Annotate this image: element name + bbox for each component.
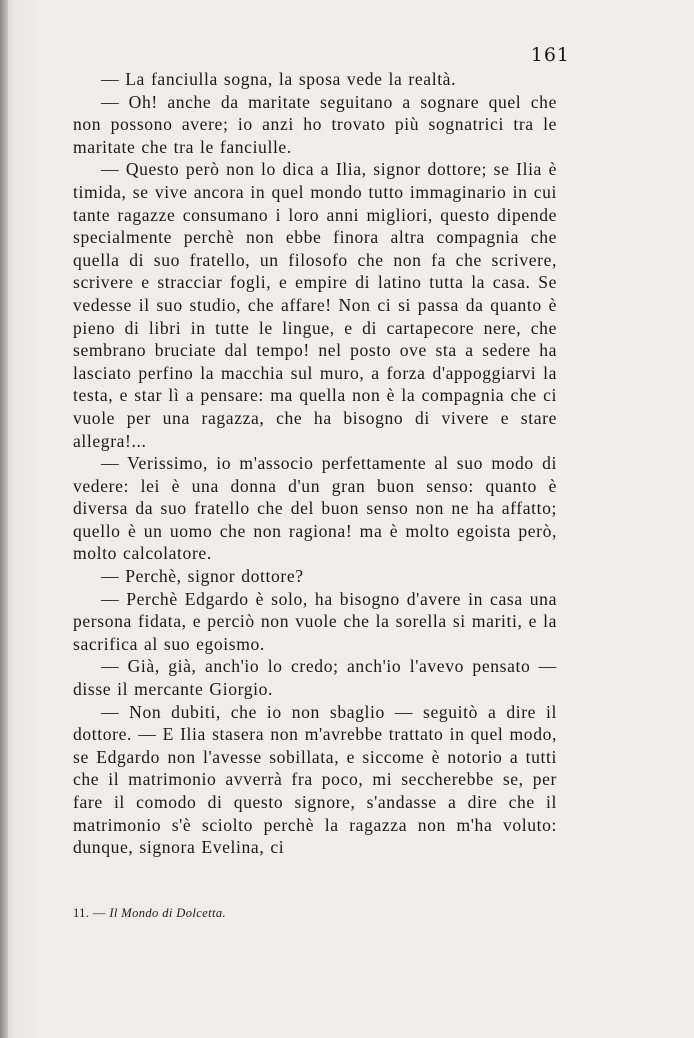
footer-signature: 11. —	[73, 906, 106, 920]
page-footer	[73, 906, 226, 921]
paragraph-6: — Perchè Edgardo è solo, ha bisogno d'avere in casa una persona fidata, e perciò non vuole che la sorella si mariti, e la sacrifica al suo egoismo.	[73, 588, 557, 654]
paragraph-2: — Oh! anche da maritate seguitano a sognare quel che non possono avere; io anzi ho trovato più sognatrici tra le maritate che tra le fanciulle.	[73, 91, 557, 157]
body-text	[73, 68, 557, 859]
footer-book-title: Il Mondo di Dolcetta.	[109, 906, 227, 920]
paragraph-8: — Non dubiti, che io non sbaglio — seguitò a dire il dottore. — E Ilia stasera non m'avrebbe trattato in quel modo, se Edgardo non l'avesse sobillata, e siccome è notorio a tutti che il matrimonio avverrà fra poco, mi seccherebbe se, per fare il comodo di questo signore, s'andasse a dire che il matrimonio s'è sciolto perchè la ragazza non m'ha voluto: dunque, signora Evelina, ci	[73, 701, 557, 858]
paragraph-1: — La fanciulla sogna, la sposa vede la realtà.	[101, 69, 457, 89]
paragraph-4: — Verissimo, io m'associo perfettamente al suo modo di vedere: lei è una donna d'un gran buon senso: quanto è diversa da suo fratello che del buon senso non ne ha affatto; quello è un uomo che non ragiona! ma è molto egoista però, molto calcolatore.	[73, 453, 557, 564]
paragraph-7: — Già, già, anch'io lo credo; anch'io l'avevo pensato — disse il mercante Giorgio.	[73, 656, 557, 700]
paragraph-3: — Questo però non lo dica a Ilia, signor dottore; se Ilia è timida, se vive ancora in quel mondo tutto immaginario in cui tante ragazze consumano i loro anni migliori, questo dipende specialmente perchè non ebbe finora altra compagnia che quella di suo fratello, un filosofo che non fa che scrivere, scrivere e stracciar fogli, e empire di latino tutta la casa. Se vedesse il suo studio, che affare! Non ci si passa da quanto è pieno di libri in tutte le lingue, e di cartapecore nere, che sembrano bruciate dal tempo! nel posto ove sta a sedere ha lasciato perfino la macchia sul muro, a forza d'appoggiarvi la testa, e star lì a pensare: ma quella non è la compagnia che ci vuole per una ragazza, che ha bisogno di vivere e stare allegra!...	[73, 159, 557, 451]
page-number: 161	[530, 44, 570, 66]
book-spine-shadow	[0, 0, 8, 1038]
paragraph-5: — Perchè, signor dottore?	[101, 566, 304, 587]
